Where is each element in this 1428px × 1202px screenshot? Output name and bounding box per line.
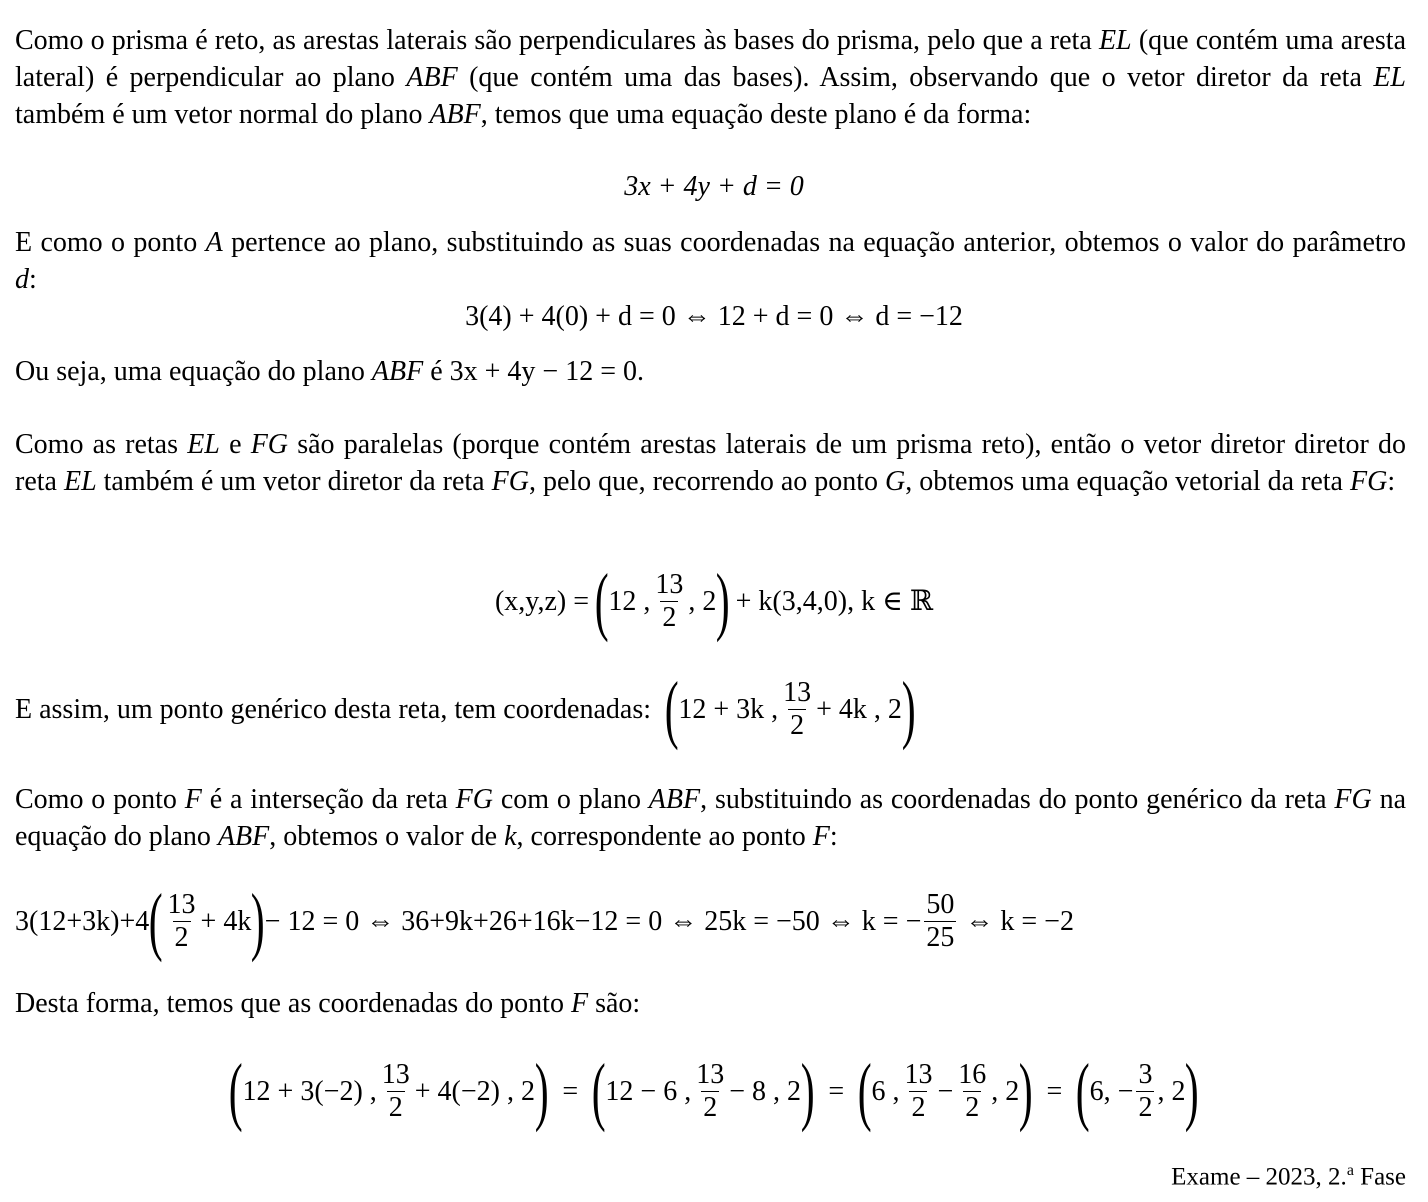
paragraph-5: E assim, um ponto genérico desta reta, tem coordenadas: ( 12 + 3k , $\frac{13}{2}$ + 4k , 2 ) xyxy=(15,667,916,751)
paragraph-3: Ou seja, uma equação do plano ABF é 3x + 4y − 12 = 0. xyxy=(15,356,645,387)
fraction: $\frac{13}{2}$ xyxy=(783,676,812,741)
equation-plane-general: 3x + 4y + d = 0 xyxy=(624,171,804,202)
equation-parameter-d: 3(4) + 4(0) + d = 0 ⇔ 12 + d = 0 ⇔ d = −12 xyxy=(465,301,963,332)
fraction: $\frac{13}{2}$ xyxy=(904,1058,933,1123)
paragraph-7: Desta forma, temos que as coordenadas do ponto F são: xyxy=(15,988,641,1019)
fraction: $\frac{13}{2}$ xyxy=(381,1058,410,1123)
fraction: $\frac{16}{2}$ xyxy=(958,1058,987,1123)
paragraph-6: Como o ponto F é a interseção da reta FG com o plano ABF, substituindo as coordenadas do ponto genérico da reta FG na equação do plano ABF, obtemos o valor de k, correspondente ao ponto F: xyxy=(15,784,1407,852)
fraction: $\frac{3}{2}$ xyxy=(1138,1058,1153,1123)
equation-solve-k: 3(12+3k)+4 ( $\frac{13}{2}$ + 4k ) − 12 = 0 ⇔ 36+9k+26+16k−12 = 0 ⇔ 25k = −50 ⇔ k = − $\frac{50}{25}$ ⇔ k = −2 xyxy=(15,879,1074,963)
fraction: $\frac{13}{2}$ xyxy=(655,568,684,633)
equation-vector-line-FG: (x,y,z) = ( 12 , $\frac{13}{2}$ , 2 ) + k(3,4,0), k ∈ ℝ xyxy=(494,559,934,643)
exam-source-footer: Exame – 2023, 2.$^a$ Fase xyxy=(1171,1162,1406,1191)
paragraph-4: Como as retas EL e FG são paralelas (porque contém arestas laterais de um prisma reto), então o vetor diretor diretor do reta EL também é um vetor diretor da reta FG, pelo que, recorrendo ao ponto G, obtemos uma equação vetorial da reta FG: xyxy=(15,429,1407,497)
fraction: $\frac{50}{25}$ xyxy=(926,888,955,953)
fraction: $\frac{13}{2}$ xyxy=(696,1058,725,1123)
equation-point-F-coordinates: ( 12 + 3(−2) , $\frac{13}{2}$ + 4(−2) , 2 ) = ( 12 − 6 , $\frac{13}{2}$ − 8 , 2 ) = ( 6 , $\frac{13}{2}$ − $\frac{16}{2}$ , 2 ) = ( 6, − $\frac{3}{2}$ , 2 ) xyxy=(228,1049,1200,1133)
symbol-EL: EL xyxy=(1098,25,1132,56)
paragraph-1: Como o prisma é reto, as arestas laterais são perpendiculares às bases do prisma, pelo que a reta EL (que contém uma aresta lateral) é perpendicular ao plano ABF (que contém uma das bases). Assim, observando que o vetor diretor da reta EL também é um vetor normal do plano ABF, temos que uma equação deste plano é da forma: xyxy=(15,25,1407,130)
fraction: $\frac{13}{2}$ xyxy=(167,888,196,953)
paragraph-2: E como o ponto A pertence ao plano, substituindo as suas coordenadas na equação anterior, obtemos o valor do parâmetro d: xyxy=(15,227,1407,295)
